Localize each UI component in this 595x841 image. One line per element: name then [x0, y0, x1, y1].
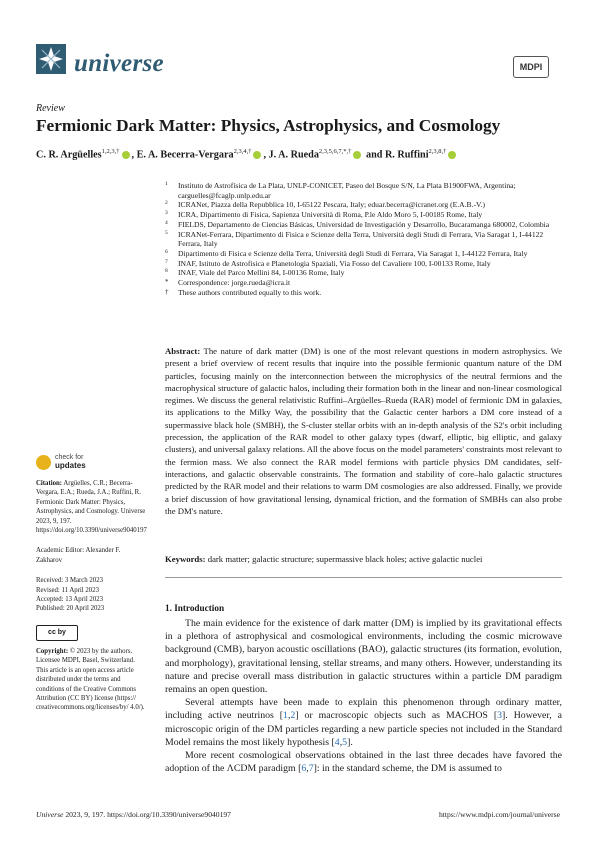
abstract-label: Abstract:: [165, 346, 201, 356]
affiliation-item: 7 INAF, Istituto de Astrofisica e Planetologia Spaziali, Via Fosso del Cavaliere 100, I-00133 Rome, Italy: [165, 258, 491, 268]
article-title: Fermionic Dark Matter: Physics, Astrophysics, and Cosmology: [36, 116, 501, 135]
keywords-label: Keywords:: [165, 554, 206, 564]
equal-contribution-note: † These authors contributed equally to this work.: [165, 287, 322, 297]
orcid-icon[interactable]: [122, 151, 130, 159]
journal-logo-icon: [36, 44, 66, 74]
affiliation-item: 3 ICRA, Dipartimento di Fisica, Sapienza Università di Roma, P.le Aldo Moro 5, I-00185 Rome, Italy: [165, 210, 483, 220]
received-date: Received: 3 March 2023: [36, 577, 104, 585]
citation: Citation: Argüelles, C.R.; Becerra-Vergara, E.A.; Rueda, J.A.; Ruffini, R. Fermionic Dark Matter: Physics, Astrophysics, and Cosmology. Universe 2023, 9, 197. https://doi.org/10.3390/universe9040197: [36, 480, 147, 535]
orcid-icon[interactable]: [253, 151, 261, 159]
copyright-notice: Copyright: © 2023 by the authors. Licensee MDPI, Basel, Switzerland. This article is an open access article distributed under the terms and conditions of the Creative Commons Attribution (CC BY) license (https:// creativecommons.org/licenses/by/ 4.0/).: [36, 647, 145, 712]
affiliation-item: 6 Dipartimento di Fisica e Scienze della Terra, Università degli Studi di Ferrara, Via Saragat 1, I-44122 Ferrara, Italy: [165, 248, 528, 258]
author-affil: 2,3,8,†: [428, 148, 447, 155]
journal-name: universe: [74, 50, 164, 77]
citation-link[interactable]: 3: [497, 710, 503, 722]
affiliation-item: 8 INAF, Viale del Parco Mellini 84, I-00136 Rome, Italy: [165, 268, 345, 278]
article-type: Review: [36, 103, 65, 114]
check-for-updates-icon[interactable]: [36, 455, 51, 470]
paragraph: More recent cosmological observations obtained in the last three decades have favored the adoption of the ΛCDM paradigm [6,7]: in the standard scheme, the DM is assumed to: [165, 750, 562, 775]
author-name[interactable]: J. A. Rueda: [268, 149, 319, 161]
academic-editor: Academic Editor: Alexander F. Zakharov: [36, 547, 121, 564]
check-for-updates-button[interactable]: check for updates: [55, 454, 86, 470]
author-name[interactable]: C. R. Argüelles: [36, 149, 102, 161]
author-name[interactable]: E. A. Becerra-Vergara: [136, 149, 234, 161]
paragraph: Several attempts have been made to explain this phenomenon through ordinary matter, including active neutrinos [1,2] or macroscopic objects such as MACHOS [3]. However, a microscopic origin of the DM particles regarding a new particle species not included in the Standard Model remains the most likely hypothesis [4,5].: [165, 697, 563, 748]
orcid-icon[interactable]: [353, 151, 361, 159]
keywords: [165, 554, 565, 564]
citation-link[interactable]: 7: [308, 763, 314, 775]
citation-link[interactable]: 4: [334, 736, 340, 748]
citation-link[interactable]: 1: [283, 710, 288, 722]
author-affil: 1,2,3,†: [101, 148, 120, 155]
citation-link[interactable]: 6: [301, 763, 307, 775]
author-name[interactable]: R. Ruffini: [384, 149, 429, 161]
affiliation-item: 2 ICRANet, Piazza della Repubblica 10, I-65122 Pescara, Italy; eduar.becerra@icranet.org (E.A.B.-V.): [165, 200, 485, 210]
footer-citation: Universe 2023, 9, 197. https://doi.org/10.3390/universe9040197: [36, 810, 231, 819]
divider: [165, 577, 562, 578]
revised-date: Revised: 11 April 2023: [36, 586, 99, 594]
publisher-logo: MDPI: [513, 56, 549, 78]
body-text: [165, 617, 562, 775]
keywords-text: dark matter; galactic structure; supermassive black holes; active galactic nuclei: [207, 554, 483, 564]
citation-link[interactable]: 5: [342, 736, 348, 748]
affiliation-item: 1 Instituto de Astrofísica de La Plata, UNLP-CONICET, Paseo del Bosque S/N, La Plata B1900FWA, Argentina; carguelles@fcaglp.unlp.edu.ar: [165, 181, 516, 200]
affiliations: [165, 181, 565, 297]
cc-by-license-icon[interactable]: cc by: [36, 625, 78, 641]
affiliation-item: 5 ICRANet-Ferrara, Dipartimento di Fisica e Scienze della Terra, Università degli Studi di Ferrara, Via Saragat 1, I-44122 Ferrara, Italy: [165, 229, 544, 249]
article-sidebar: [36, 479, 146, 713]
footer-url[interactable]: https://www.mdpi.com/journal/universe: [439, 810, 560, 819]
publication-dates: [36, 576, 146, 614]
paragraph: The main evidence for the existence of dark matter (DM) is implied by its gravitational effects in a plethora of astrophysical and cosmological environments, including the cosmic microwave background (CMB), baryon acoustic oscillations (BAO), galactic structures (its formation, evolution, and morphology), gravitational lensing, stellar streams, and many others. However, understanding its nature and precise overall mass distribution in galactic structures within a particle DM paradigm remains an open question.: [165, 618, 562, 696]
accepted-date: Accepted: 13 April 2023: [36, 596, 104, 604]
author-affil: 2,3,5,6,7,*,†: [318, 148, 352, 155]
published-date: Published: 20 April 2023: [36, 605, 105, 613]
orcid-icon[interactable]: [448, 151, 456, 159]
abstract-text: The nature of dark matter (DM) is one of the most relevant questions in modern astrophysics. We present a brief overview of recent results that inquire into the possible fermionic quantum nature of the DM particles, focusing mainly on the interconnection between the microphysics of the neutral fermions and the macrophysical structure of galactic halos, including their formation both in the linear and non-linear cosmological regimes. We discuss the general relativistic Ruffini–Argüelles–Rueda (RAR) model of fermionic DM in galaxies, its applications to the Milky Way, the possibility that the Galactic center harbors a DM core instead of a supermassive black hole (SMBH), the S-cluster stellar orbits with an in-depth analysis of the S2's orbit including precession, the application of the RAR model to other galaxy types (dwarf, elliptic, big elliptic, and galaxy clusters), and universal galaxy relations. All the above focus on the model parameters' constraints most relevant to the fermion mass. We also connect the RAR model fermions with particle physics DM candidates, self-interactions, and galactic observable constraints. The formation and stability of core–halo galactic structures predicted by the RAR model and their relations to warm DM cosmologies are also addressed. Finally, we provide a brief discussion of how gravitational lensing, dynamical friction, and the formation of SMBHs can also probe the DM's nature.: [165, 346, 563, 516]
author-affil: 2,3,4,†: [233, 148, 252, 155]
section-heading: 1. Introduction: [165, 603, 225, 613]
citation-link[interactable]: 2: [290, 710, 296, 722]
abstract: [165, 345, 562, 517]
affiliation-item: 4 FIELDS, Departamento de Ciencias Básicas, Universidad de Investigación y Desarrollo, Bucaramanga 680002, Colombia: [165, 219, 550, 229]
correspondence-note: * Correspondence: jorge.rueda@icra.it: [165, 278, 291, 288]
author-list: C. R. Argüelles$^{1,2,3,\dagger}$ , E. A. Becerra-Vergara$^{2,3,4,\dagger}$ , J. A. Rueda$^{2,3,5,6,7,*,\dagger}$ and R. Ruffini$^{2,3,8,\dagger}$: [36, 148, 458, 160]
